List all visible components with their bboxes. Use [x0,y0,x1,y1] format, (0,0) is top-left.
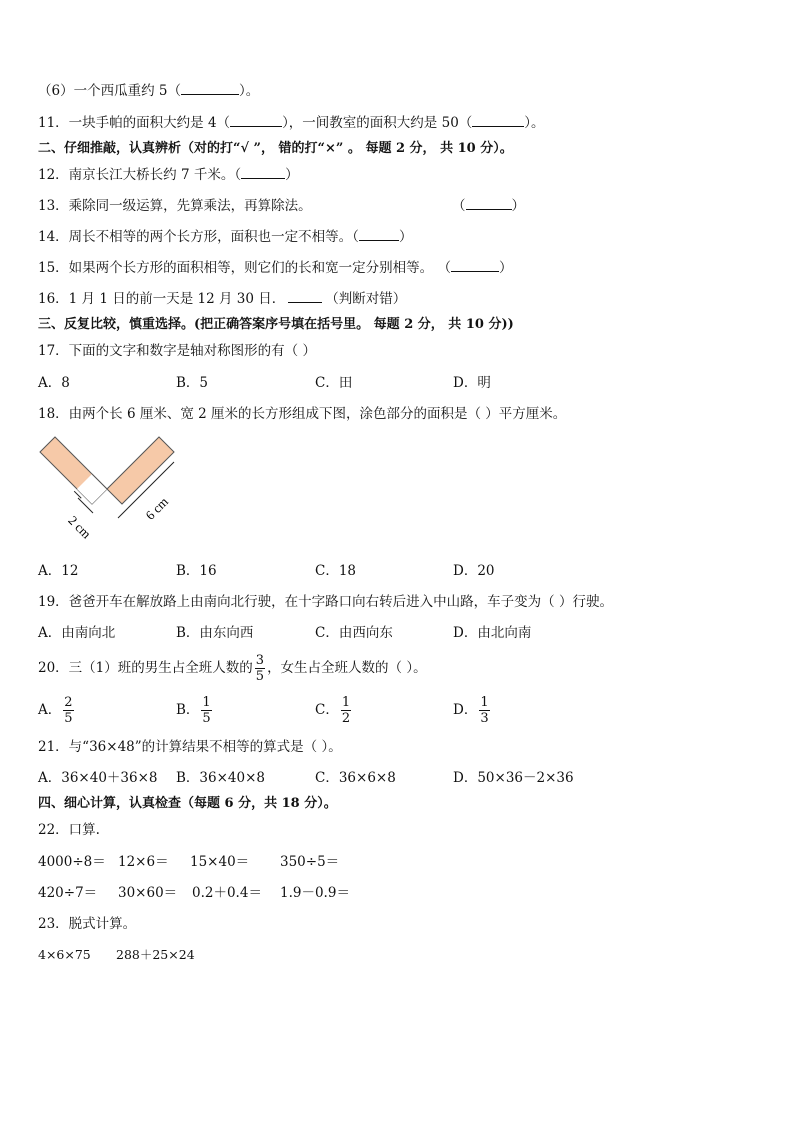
q20-option-a-num: 2 [64,695,73,710]
q20-option-b-fraction [201,695,211,726]
q14-answer-blank[interactable] [359,228,399,241]
question-22-title: 22．口算. [38,822,100,838]
q20-option-a-fraction [63,695,73,726]
q20-option-d-den: 3 [480,711,489,726]
q14-end: ） [398,229,413,245]
q13-paren-open: （ [452,198,466,214]
section-3-heading: 三、反复比较，慎重选择。(把正确答案序号填在括号里。 每题 2 分， 共 10 分)) [38,317,514,332]
q18-option-c[interactable]: C．18 [315,563,357,579]
q20-option-b[interactable] [176,692,214,728]
q13-answer-blank[interactable] [466,197,512,210]
question-11 [38,114,545,132]
q17-option-d[interactable]: D．明 [453,375,491,391]
q23-items [38,946,195,964]
question-18: 18．由两个长 6 厘米、宽 2 厘米的长方形组成下图，涂色部分的面积是（ ）平方厘米。 [38,406,567,422]
dim-length-label: 6 cm [142,494,172,523]
q18-option-d[interactable]: D．20 [453,563,495,579]
q6-end: ）。 [238,83,260,99]
q21-option-d[interactable]: D．50×36－2×36 [453,770,574,786]
q20-option-a-den: 5 [64,711,73,726]
q20-frac-den: 5 [255,669,265,684]
q20-option-c-num: 1 [341,695,351,710]
q17-option-c[interactable]: C．田 [315,375,353,391]
q20-option-c-fraction [341,695,351,726]
question-19: 19．爸爸开车在解放路上由南向北行驶，在十字路口向右转后进入中山路，车子变为（ ）行驶。 [38,594,613,610]
q19-option-c[interactable]: C．由西向东 [315,625,393,641]
q22-item-3: 15×40＝ [190,854,250,870]
q12-answer-blank[interactable] [241,166,285,179]
q18-option-a[interactable]: A．12 [38,563,79,579]
q19-option-a[interactable]: A．由南向北 [38,625,116,641]
q11-answer-blank-2[interactable] [472,114,524,127]
rect-right [107,437,174,504]
q20-prefix: 20．三（1）班的男生占全班人数的 [38,660,253,676]
q20-option-a-letter: A． [38,702,62,718]
q21-option-a[interactable]: A．36×40＋36×8 [38,770,158,786]
q22-row-1 [38,853,370,871]
q16-text: 16．1 月 1 日的前一天是 12 月 30 日． [38,291,286,307]
q11-answer-blank-1[interactable] [230,114,282,127]
q20-option-d-letter: D． [453,702,478,718]
question-6 [38,82,259,100]
q19-option-d[interactable]: D．由北向南 [453,625,532,641]
q22-item-4: 350÷5＝ [280,854,340,870]
q22-item-2: 12×6＝ [118,854,169,870]
q13-end: ） [511,198,525,214]
q18-option-b[interactable]: B．16 [176,563,217,579]
q20-option-b-letter: B． [176,702,200,718]
q14-text: 14．周长不相等的两个长方形，面积也一定不相等。（ [38,229,359,245]
question-14 [38,228,412,246]
q13-text: 13．乘除同一级运算，先算乘法，再算除法。 [38,198,312,214]
q20-option-c-letter: C． [315,702,339,718]
q18-rectangles-figure [38,436,188,548]
q22-item-6: 30×60＝ [118,885,178,901]
question-17: 17．下面的文字和数字是轴对称图形的有（ ） [38,343,316,359]
q20-option-d-num: 1 [480,695,489,710]
q22-row-2 [38,884,370,902]
question-23-title: 23．脱式计算。 [38,916,137,932]
question-20 [38,650,427,686]
q6-answer-blank[interactable] [181,82,239,95]
question-15 [38,259,512,277]
q17-option-a[interactable]: A．8 [38,375,70,391]
q12-end: ） [285,167,299,183]
q20-suffix: ，女生占全班人数的（ ）。 [267,660,427,676]
q23-item-1: 4×6×75 [38,947,91,962]
section-4-heading: 四、细心计算，认真检查（每题 6 分，共 18 分）。 [38,796,337,811]
q6-text: （6）一个西瓜重约 5（ [38,83,181,99]
q20-frac-num: 3 [255,653,265,668]
q15-answer-blank[interactable] [451,259,499,272]
q21-option-c[interactable]: C．36×6×8 [315,770,396,786]
q15-end: ） [498,260,513,276]
q13-answer-paren [452,197,525,215]
q16-answer-blank[interactable] [288,290,322,303]
q20-option-d[interactable] [453,692,492,728]
q20-option-b-den: 5 [202,711,211,726]
question-12 [38,166,299,184]
q20-fraction [255,653,265,684]
q22-item-5: 420÷7＝ [38,885,98,901]
question-13 [38,197,312,215]
q22-item-1: 4000÷8＝ [38,854,106,870]
q11-text-b: ），一间教室的面积大约是 50（ [282,115,473,131]
q20-option-c-den: 2 [341,711,351,726]
q19-option-b[interactable]: B．由东向西 [176,625,254,641]
q11-text-a: 11．一块手帕的面积大约是 4（ [38,115,231,131]
q23-item-2: 288＋25×24 [116,947,195,962]
question-21: 21．与“36×48”的计算结果不相等的算式是（ ）。 [38,739,342,755]
q20-option-a[interactable] [38,692,76,728]
section-2-heading: 二、仔细推敲，认真辨析（对的打“√ ”， 错的打“×” 。 每题 2 分， 共 10 分）。 [38,141,513,156]
q20-option-c[interactable] [315,692,353,728]
q20-option-d-fraction [479,695,489,726]
q12-text: 12．南京长江大桥长约 7 千米。（ [38,167,242,183]
q22-item-7: 0.2＋0.4＝ [192,885,262,901]
q17-option-b[interactable]: B．5 [176,375,209,391]
q15-text: 15．如果两个长方形的面积相等，则它们的长和宽一定分别相等。 （ [38,260,451,276]
q11-text-c: ）。 [524,115,545,131]
q16-end: （判断对错） [325,291,407,307]
q20-option-b-num: 1 [202,695,211,710]
q22-item-8: 1.9－0.9＝ [280,885,350,901]
q21-option-b[interactable]: B．36×40×8 [176,770,265,786]
dim-width-label: 2 cm [65,512,95,542]
question-16 [38,290,406,308]
